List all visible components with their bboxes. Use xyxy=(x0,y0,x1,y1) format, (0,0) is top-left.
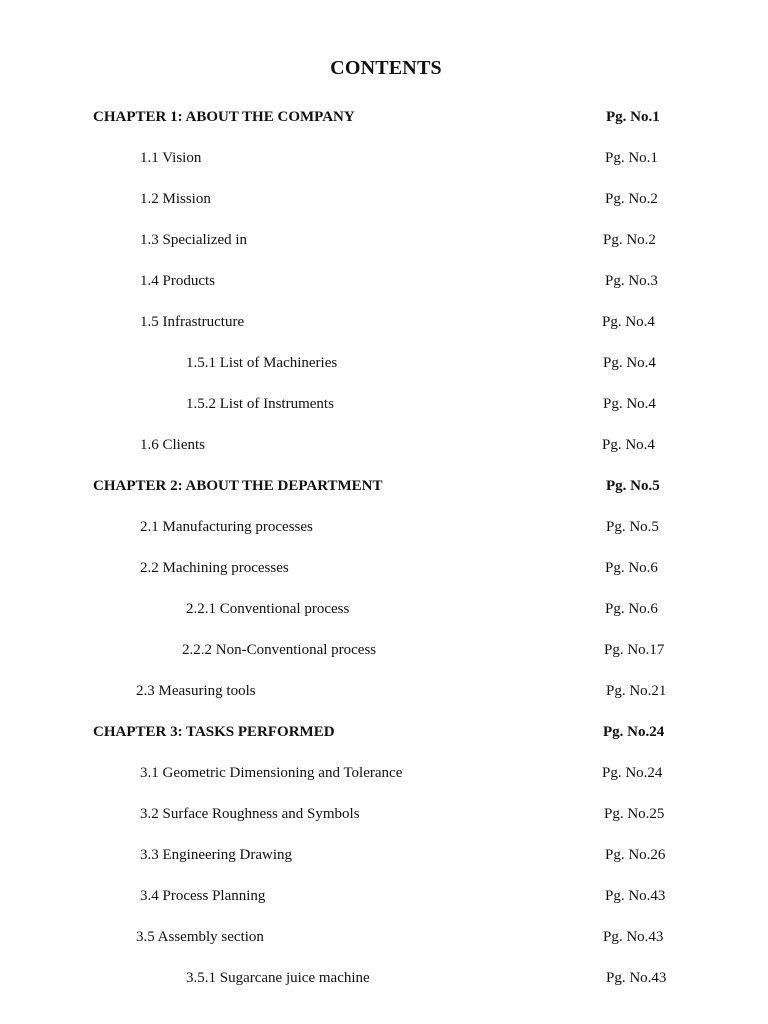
toc-chapter-3: CHAPTER 3: TASKS PERFORMED xyxy=(93,724,335,740)
toc-page-number: Pg. No.43 xyxy=(605,888,666,904)
toc-page-number: Pg. No.6 xyxy=(605,560,658,576)
toc-entry: 1.2 Mission xyxy=(140,191,211,207)
toc-entry: 3.2 Surface Roughness and Symbols xyxy=(140,806,360,822)
toc-page-number: Pg. No.5 xyxy=(606,519,659,535)
toc-entry: 3.3 Engineering Drawing xyxy=(140,847,293,863)
toc-page-number: Pg. No.24 xyxy=(603,724,665,740)
toc-entry: 1.4 Products xyxy=(140,273,215,289)
toc-page-number: Pg. No.21 xyxy=(606,683,667,699)
toc-subentry: 2.2.2 Non-Conventional process xyxy=(182,642,377,658)
toc-chapter-2: CHAPTER 2: ABOUT THE DEPARTMENT xyxy=(93,478,383,494)
toc-page-number: Pg. No.17 xyxy=(604,642,665,658)
toc-page-number: Pg. No.25 xyxy=(604,806,665,822)
toc-entry: 1.5 Infrastructure xyxy=(140,314,245,330)
toc-page-number: Pg. No.2 xyxy=(605,191,658,207)
toc-entry: 3.5 Assembly section xyxy=(136,929,264,945)
toc-page-number: Pg. No.4 xyxy=(603,396,656,412)
toc-subentry: 1.5.1 List of Machineries xyxy=(186,355,338,371)
toc-page-number: Pg. No.43 xyxy=(606,970,667,986)
page-title: CONTENTS xyxy=(330,57,442,79)
toc-entry: 1.6 Clients xyxy=(140,437,206,453)
toc-page-number: Pg. No.1 xyxy=(605,150,658,166)
toc-subentry: 1.5.2 List of Instruments xyxy=(186,396,334,412)
toc-entry: 2.2 Machining processes xyxy=(140,560,289,576)
toc-page-number: Pg. No.5 xyxy=(606,478,660,494)
toc-entry: 2.1 Manufacturing processes xyxy=(140,519,313,535)
toc-entry: 3.4 Process Planning xyxy=(140,888,266,904)
toc-page-number: Pg. No.43 xyxy=(603,929,664,945)
toc-page-number: Pg. No.4 xyxy=(602,314,655,330)
toc-entry: 1.3 Specialized in xyxy=(140,232,248,248)
toc-page-number: Pg. No.2 xyxy=(603,232,656,248)
toc-page-number: Pg. No.26 xyxy=(605,847,666,863)
toc-entry: 3.1 Geometric Dimensioning and Tolerance xyxy=(140,765,403,781)
toc-entry: 2.3 Measuring tools xyxy=(136,683,256,699)
toc-page-number: Pg. No.6 xyxy=(605,601,658,617)
toc-page-number: Pg. No.4 xyxy=(603,355,656,371)
toc-chapter-1: CHAPTER 1: ABOUT THE COMPANY xyxy=(93,109,355,125)
toc-page-number: Pg. No.1 xyxy=(606,109,660,125)
toc-entry: 1.1 Vision xyxy=(140,150,202,166)
toc-page-number: Pg. No.4 xyxy=(602,437,655,453)
toc-page-number: Pg. No.3 xyxy=(605,273,658,289)
toc-page-number: Pg. No.24 xyxy=(602,765,663,781)
toc-subentry: 3.5.1 Sugarcane juice machine xyxy=(186,970,370,986)
toc-subentry: 2.2.1 Conventional process xyxy=(186,601,350,617)
